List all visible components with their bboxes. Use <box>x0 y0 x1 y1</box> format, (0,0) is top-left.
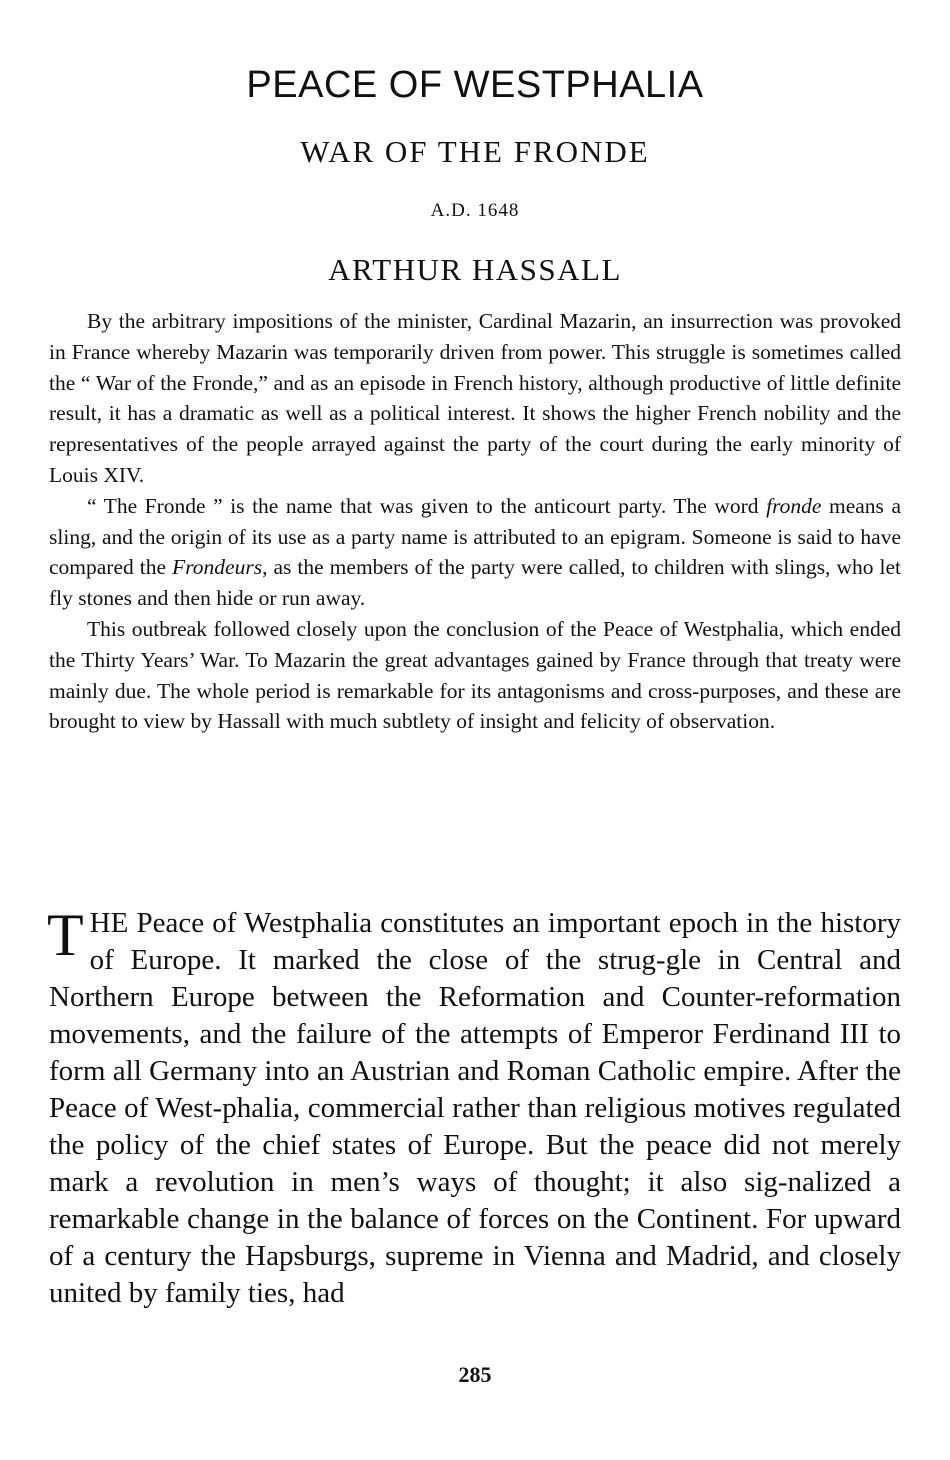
intro-p2-text-c: , as the members of the party were called, to children with slings, who let fly stones and then hide or run away. <box>49 555 901 611</box>
italic-term-frondeurs: Frondeurs <box>172 555 263 580</box>
chapter-date: A.D. 1648 <box>430 200 520 221</box>
editorial-introduction <box>49 306 901 737</box>
intro-paragraph-2 <box>49 491 901 614</box>
main-text-body: HE Peace of Westphalia constitutes an important epoch in the history of Europe. It marked the close of the strug-gle in Central and Northern Europe between the Reformation and Counter-reformation movements, and the failure of the attempts of Emperor Ferdinand III to form all Germany into an Austrian and Roman Catholic empire. After the Peace of West-phalia, commercial rather than religious motives regulated the policy of the chief states of Europe. But the peace did not merely mark a revolution in men’s ways of thought; it also sig-nalized a remarkable change in the balance of forces on the Continent. For upward of a century the Hapsburgs, supreme in Vienna and Madrid, and closely united by family ties, had <box>49 907 901 1309</box>
main-text-paragraph <box>47 902 901 1312</box>
intro-p2-text-b: means a sling, and the origin of its use as a party name is attributed to an epigram. Someone is said to have compared the <box>49 493 901 580</box>
intro-paragraph-1: By the arbitrary impositions of the minister, Cardinal Mazarin, an insurrection was provoked in France whereby Mazarin was temporarily driven from power. This struggle is sometimes called the “ War of the Fronde,” and as an episode in French history, although productive of little definite result, it has a dramatic as well as a political interest. It shows the higher French nobility and the representatives of the people arrayed against the party of the court during the early minority of Louis XIV. <box>49 309 901 487</box>
chapter-subtitle: WAR OF THE FRONDE <box>300 134 650 169</box>
page <box>49 0 901 1460</box>
author-name: ARTHUR HASSALL <box>328 252 622 287</box>
intro-paragraph-3: This outbreak followed closely upon the conclusion of the Peace of Westphalia, which ended the Thirty Years’ War. To Mazarin the great advantages gained by France through that treaty were mainly due. The whole period is remarkable for its antagonisms and cross-purposes, and these are brought to view by Hassall with much subtlety of insight and felicity of observation. <box>49 616 901 734</box>
chapter-title: PEACE OF WESTPHALIA <box>246 64 704 106</box>
page-number: 285 <box>458 1362 492 1387</box>
intro-p2-text-a: “ The Fronde ” is the name that was given to the anticourt party. The word <box>87 493 767 518</box>
italic-term-fronde: fronde <box>766 493 822 518</box>
drop-cap: T <box>47 902 84 968</box>
